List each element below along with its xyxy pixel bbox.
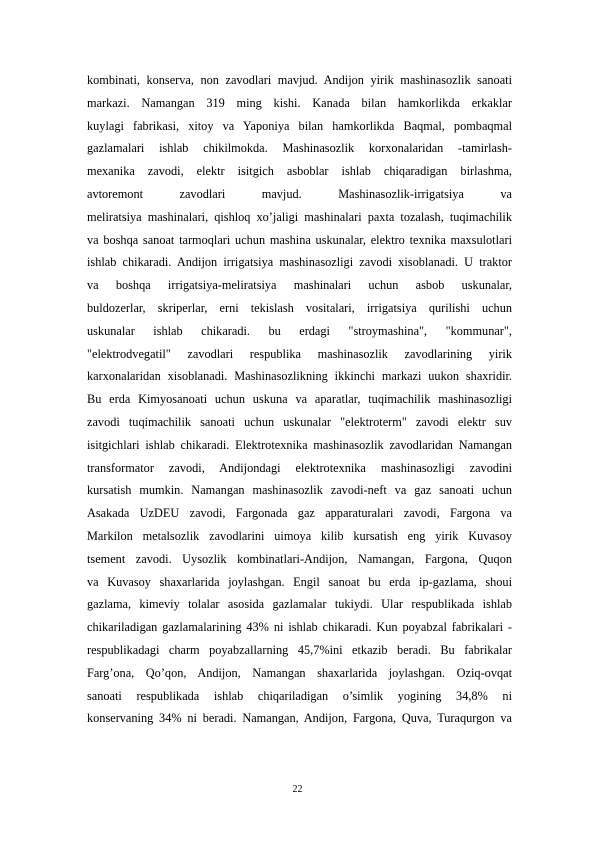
- text-line: va boshqa irrigatsiya-meliratsiya mashinalari uchun asbob uskunalar,: [87, 278, 512, 293]
- text-line: Markilon metalsozlik zavodlarini uimoya kilib kursatish eng yirik Kuvasoy: [87, 528, 512, 543]
- text-line: Bu erda Kimyosanoati uchun uskuna va aparatlar, tuqimachilik mashinasozligi: [87, 392, 512, 407]
- text-line: "elektrodvegatil" zavodlari respublika mashinasozlik zavodlarining yirik: [87, 346, 512, 361]
- text-line: Asakada UzDEU zavodi, Fargonada gaz apparaturalari zavodi, Fargona va: [87, 506, 512, 521]
- text-line: isitgichlari ishlab chikaradi. Elektrotexnika mashinasozlik zavodlaridan Namangan: [87, 437, 512, 452]
- text-line: kursatish mumkin. Namangan mashinasozlik zavodi-neft va gaz sanoati uchun: [87, 483, 512, 498]
- text-line: gazlamalari ishlab chikilmokda. Mashinasozlik korxonalaridan -tamirlash-: [87, 141, 512, 156]
- text-line: zavodi tuqimachilik sanoati uchun uskunalar "elektroterm" zavodi elektr suv: [87, 414, 512, 429]
- text-line: gazlama, kimeviy tolalar asosida gazlamalar tukiydi. Ular respublikada ishlab: [87, 597, 512, 612]
- text-line: ishlab chikaradi. Andijon irrigatsiya mashinasozligi zavodi xisoblanadi. U traktor: [87, 255, 512, 270]
- text-line: va Kuvasoy shaxarlarida joylashgan. Engil sanoat bu erda ip-gazlama, shoui: [87, 574, 512, 589]
- text-line: Farg’ona, Qo’qon, Andijon, Namangan shaxarlarida joylashgan. Oziq-ovqat: [87, 665, 512, 680]
- text-line: uskunalar ishlab chikaradi. bu erdagi "stroymashina", "kommunar",: [87, 323, 512, 338]
- text-line: chikariladigan gazlamalarining 43% ni ishlab chikaradi. Kun poyabzal fabrikalari -: [87, 620, 512, 635]
- text-line: meliratsiya mashinalari, qishloq xo’jaligi mashinalari paxta tozalash, tuqimachilik: [87, 209, 512, 224]
- text-line: va boshqa sanoat tarmoqlari uchun mashina uskunalar, elektro texnika maxsulotlari: [87, 232, 512, 247]
- text-line: karxonalaridan xisoblanadi. Mashinasozlikning ikkinchi markazi uukon shaxridir.: [87, 369, 512, 384]
- text-line: kombinati, konserva, non zavodlari mavjud. Andijon yirik mashinasozlik sanoati: [87, 73, 512, 87]
- text-line: markazi. Namangan 319 ming kishi. Kanada bilan hamkorlikda erkaklar: [87, 95, 512, 110]
- text-line: tsement zavodi. Uysozlik kombinatlari-Andijon, Namangan, Fargona, Quqon: [87, 551, 512, 566]
- page-number: 22: [292, 784, 303, 795]
- text-line: avtoremont zavodlari mavjud. Mashinasozlik-irrigatsiya va: [87, 186, 512, 201]
- text-line: konservaning 34% ni beradi. Namangan, Andijon, Fargona, Quva, Turaqurgon va: [87, 711, 512, 726]
- text-line: respublikadagi charm poyabzallarning 45,7%ini etkazib beradi. Bu fabrikalar: [87, 642, 512, 657]
- body-text: [87, 69, 512, 730]
- text-line: transformator zavodi, Andijondagi elektrotexnika mashinasozligi zavodini: [87, 460, 512, 475]
- text-line: buldozerlar, skriperlar, erni tekislash vositalari, irrigatsiya qurilishi uchun: [87, 300, 512, 315]
- text-line: sanoati respublikada ishlab chiqariladigan o’simlik yogining 34,8% ni: [87, 688, 512, 703]
- text-line: mexanika zavodi, elektr isitgich asboblar ishlab chiqaradigan birlashma,: [87, 164, 512, 179]
- text-line: kuylagi fabrikasi, xitoy va Yaponiya bilan hamkorlikda Baqmal, pombaqmal: [87, 118, 512, 133]
